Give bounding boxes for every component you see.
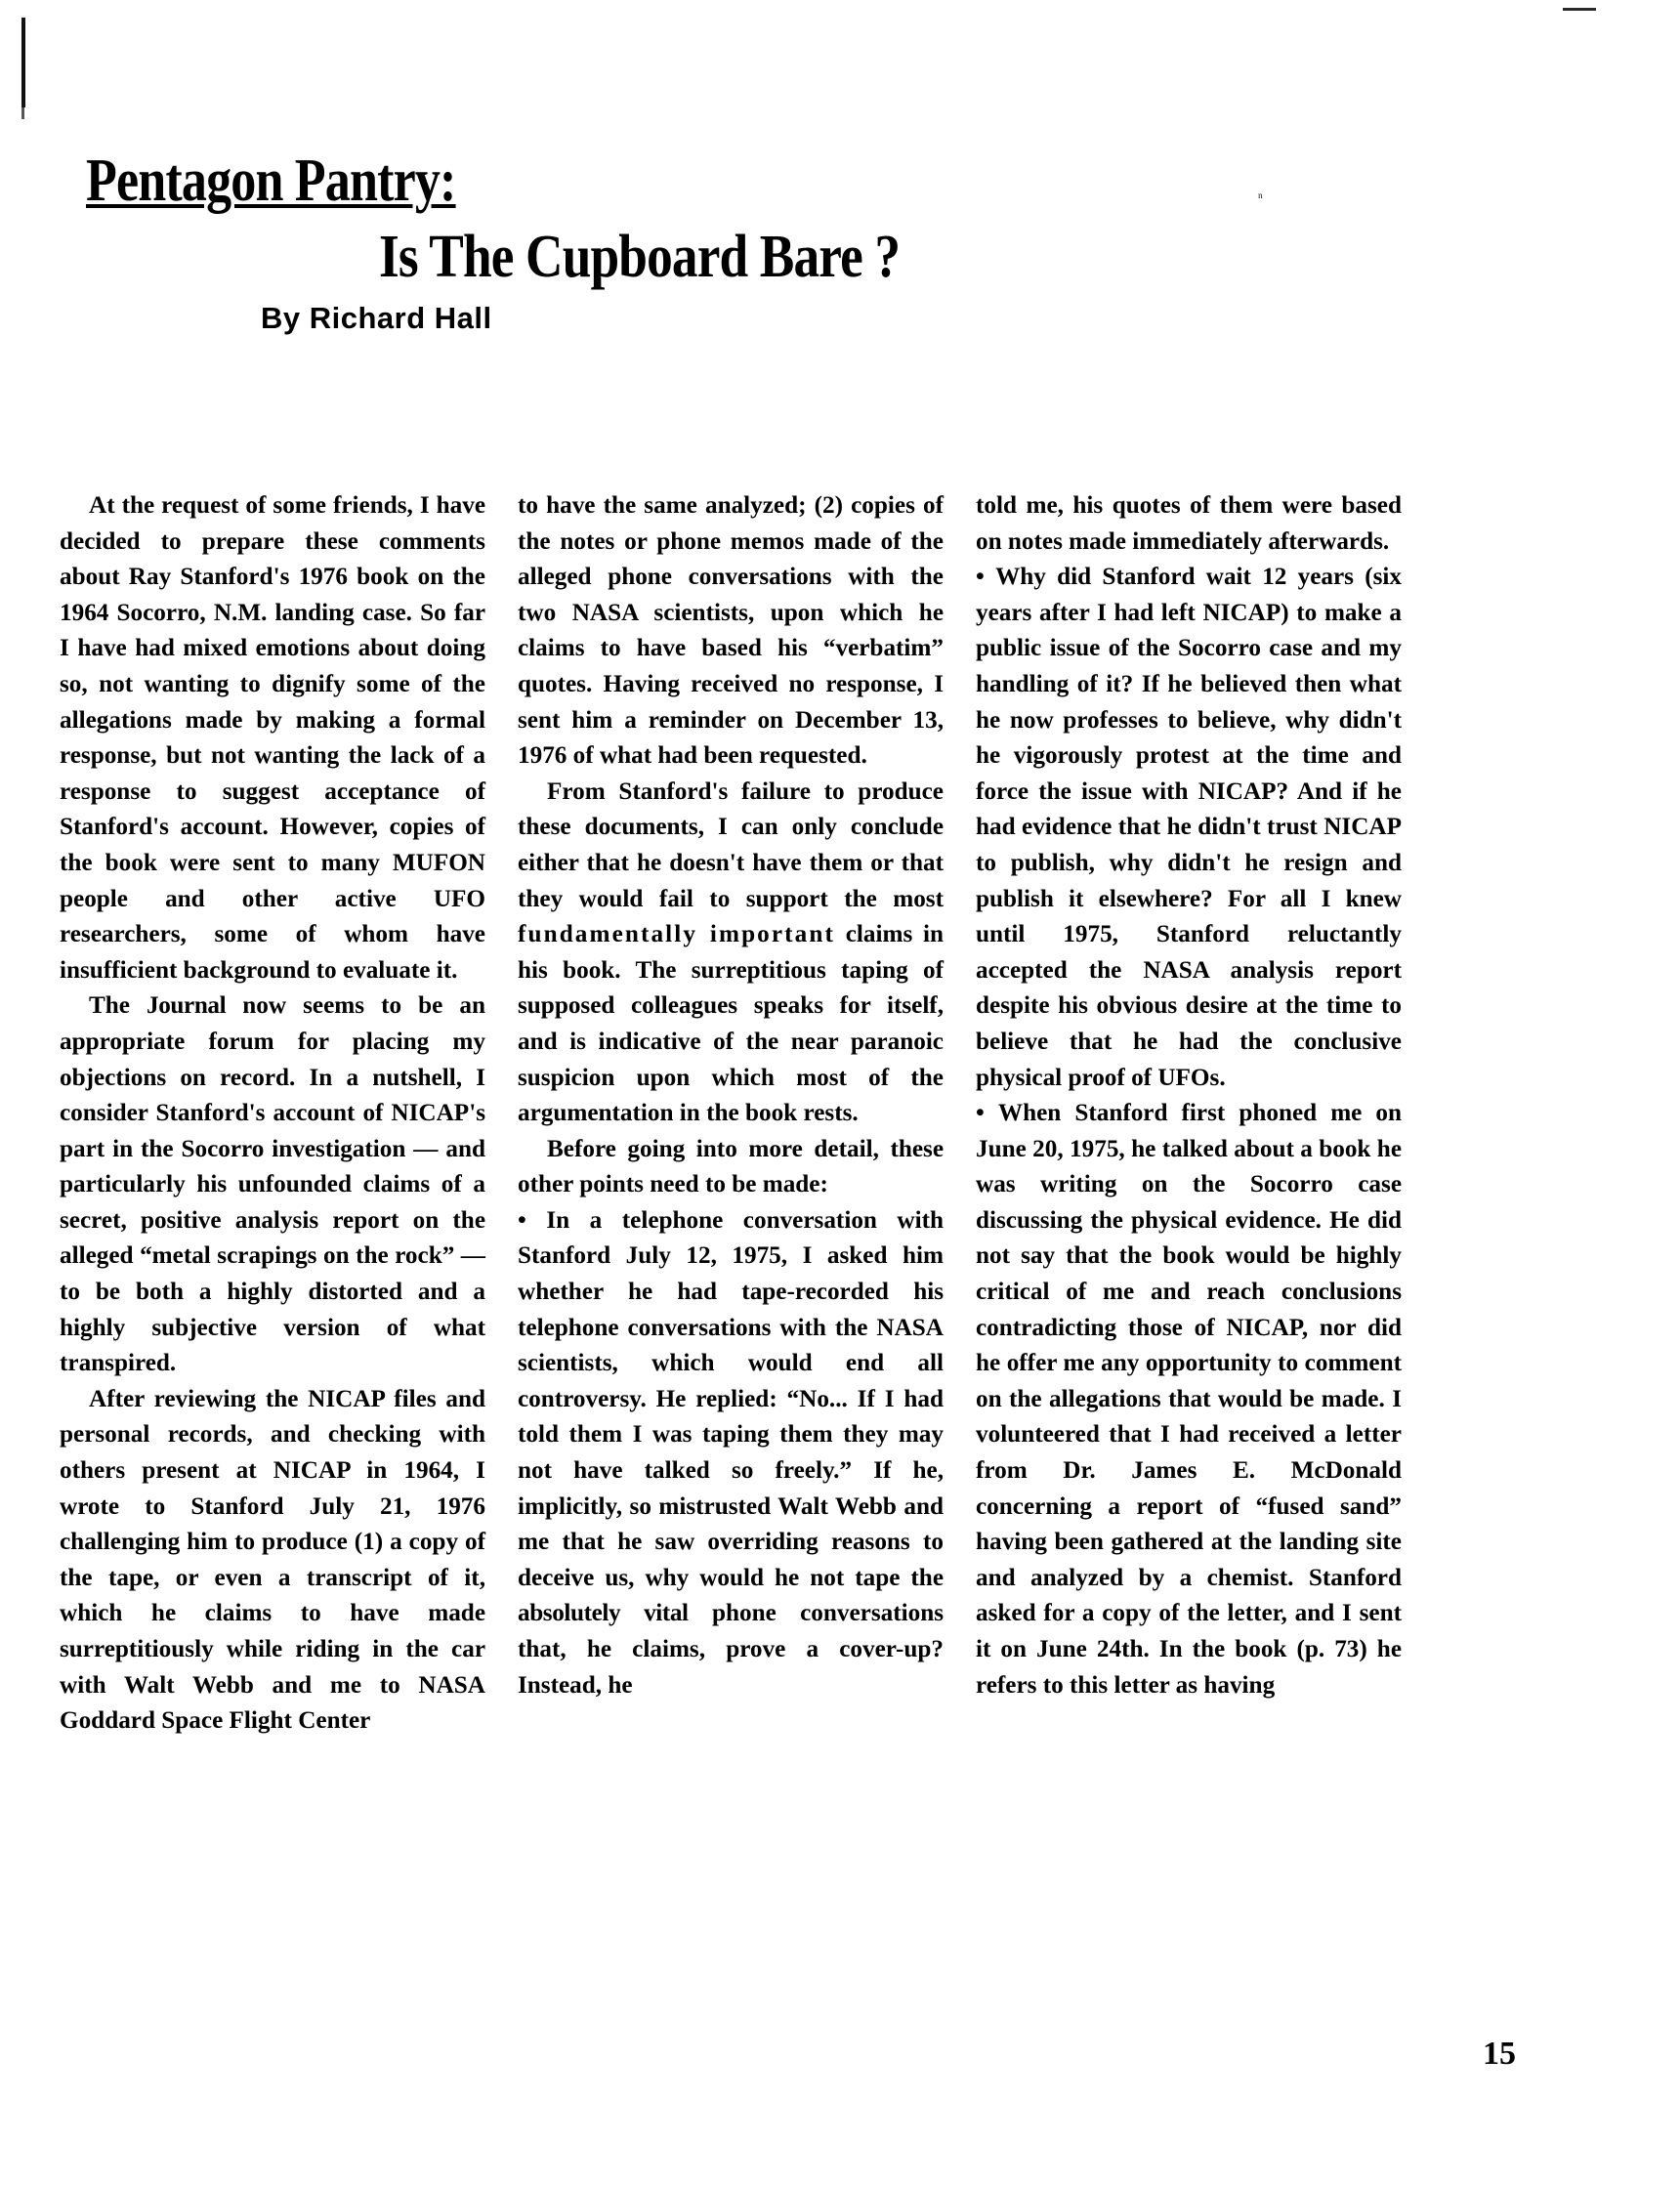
paragraph-continuation: to have the same analyzed; (2) copies of the notes or phone memos made of the alleged phone conversations with the two NASA scientists, upon which he claims to have based his “verbatim” quotes. Having received no response, I sent him a reminder on December 13, 1976 of what had been requested. — [518, 492, 944, 770]
bullet-text: When Stanford first phoned me on June 20, 1975, he talked about a book he was writing on the Socorro case discussing the physical evidence. He did not say that the book would be highly critical of me and reach conclusions contradicting those of NICAP, nor did he offer me any opportunity to comment on the allegations that would be made. I volunteered that I had received a letter from Dr. James E. McDonald concerning a report of “fused sand” having been gathered at the landing site and analyzed by a chemist. Stanford asked for a copy of the letter, and I sent it on June 24th. In the book (p. 73) he refers to this letter as having — [976, 1100, 1403, 1699]
bullet-text-post: phone conversations that, he claims, prove a cover-up? Instead, he — [518, 1600, 944, 1699]
article-masthead — [0, 147, 1680, 400]
paragraph-text-pre: The — [89, 992, 147, 1020]
paragraph-with-emphasis — [60, 988, 485, 1382]
bullet-paragraph — [518, 1203, 944, 1703]
bullet-glyph-icon: • — [518, 1206, 526, 1234]
emphasized-absolutely-vital: absolutely vital — [518, 1600, 689, 1627]
scan-top-dash-artifact — [1563, 8, 1596, 11]
bullet-text-pre: In a telephone conversation with Stanford July 12, 1975, I asked him whether he had tape-recorded his telephone conversations with the NASA scientists, which would end all controversy. He replied: “No... If I had told them I was taping them they may not have talked so freely.” If he, implicitly, so mistrusted Walt Webb and me that he saw overriding reasons to deceive us, why would he not tape the — [518, 1206, 945, 1591]
article-body — [0, 488, 1680, 1740]
page-title: Pentagon Pantry: — [86, 147, 456, 214]
bullet-glyph-icon: • — [976, 1100, 985, 1127]
emphasized-journal: Journal — [147, 992, 227, 1020]
article-column-1 — [60, 488, 485, 1740]
article-byline: By Richard Hall — [261, 301, 492, 335]
scan-edge-artifact-lower — [21, 107, 24, 119]
paragraph: After reviewing the NICAP files and personal records, and checking with others present at NICAP in 1964, I wrote to Stanford July 21, 1976 challenging him to produce (1) a copy of the tape, or even a transcript of it, which he claims to have made surreptitiously while riding in the car with Walt Webb and me to NASA Goddard Space Flight Center — [60, 1385, 485, 1735]
bullet-text: Why did Stanford wait 12 years (six years after I had left NICAP) to make a public issue of the Socorro case and my handling of it? If he believed then what he now professes to believe, why didn't he vigorously protest at the time and force the issue with NICAP? And if he had evidence that he didn't trust NICAP to publish, why didn't he resign and publish it elsewhere? For all I knew until 1975, Stanford reluctantly accepted the NASA analysis report despite his obvious desire at the time to believe that he had the conclusive physical proof of UFOs. — [976, 564, 1402, 1091]
paragraph-text-post: claims in his book. The surreptitious taping of supposed colleagues speaks for itself, and is indicative of the near paranoic suspicion upon which most of the argumentation in the book rests. — [518, 921, 944, 1127]
scan-speck-artifact: ⁿ — [1258, 190, 1263, 206]
page-subtitle: Is The Cupboard Bare ? — [379, 224, 901, 290]
article-column-2 — [518, 488, 944, 1740]
paragraph-text-pre: From Stanford's failure to produce these documents, I can only conclude either that he doesn't have them or that they would fail to support the most — [518, 777, 944, 912]
paragraph-continuation: told me, his quotes of them were based on notes made immediately afterwards. — [976, 492, 1402, 555]
bullet-glyph-icon: • — [976, 564, 985, 591]
scan-edge-artifact — [21, 18, 25, 107]
letterspaced-phrase: fundamentally important — [518, 921, 835, 948]
paragraph: At the request of some friends, I have decided to prepare these comments about Ray Stanford's 1976 book on the 1964 Socorro, N.M. landing case. So far I have had mixed emotions about doing so, not wanting to dignify some of the allegations made by making a formal response, but not wanting the lack of a response to suggest acceptance of Stanford's account. However, copies of the book were sent to many MUFON people and other active UFO researchers, some of whom have insufficient background to evaluate it. — [60, 492, 485, 984]
paragraph-text-post: now seems to be an appropriate forum for placing my objections on record. In a nutshell, I consider Stanford's account of NICAP's part in the Socorro investigation — and particularly his unfounded claims of a secret, positive analysis report on the alleged “metal scrapings on the rock” — to be both a highly distorted and a highly subjective version of what transpired. — [60, 992, 485, 1377]
paragraph: Before going into more detail, these other points need to be made: — [518, 1135, 944, 1198]
page-number: 15 — [1483, 2036, 1516, 2072]
bullet-paragraph — [976, 1096, 1402, 1703]
bullet-paragraph — [976, 560, 1402, 1096]
paragraph-with-spaced-emphasis — [518, 775, 944, 1132]
article-column-3 — [976, 488, 1402, 1740]
